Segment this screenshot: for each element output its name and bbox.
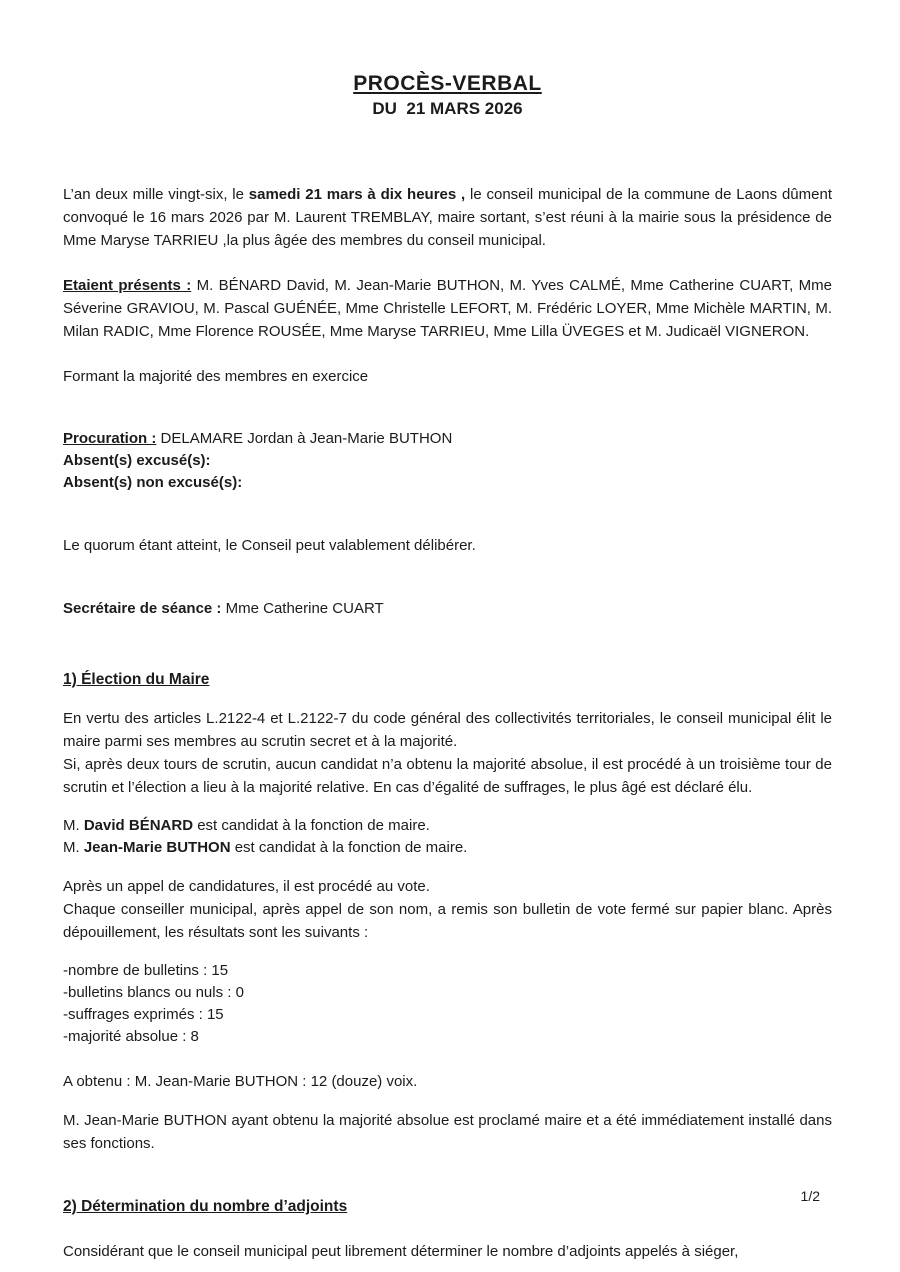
presents-list: M. BÉNARD David, M. Jean-Marie BUTHON, M. Yves CALMÉ, Mme Catherine CUART, Mme Séverine GRAVIOU, M. Pascal GUÉNÉE, Mme Christelle LEFORT, M. Frédéric LOYER, Mme Michèle MARTIN, M. Milan RADIC, Mme Florence ROUSÉE, Mme Maryse TARRIEU, Mme Lilla ÜVEGES et M. Judicaël VIGNERON. — [63, 277, 832, 340]
section-2-paragraph: Considérant que le conseil municipal peut librement déterminer le nombre d’adjoints appelés à siéger, — [63, 1243, 739, 1260]
candidate-2-name: Jean-Marie BUTHON — [83, 839, 231, 856]
absent-not-excused-line: Absent(s) non excusé(s): — [63, 474, 243, 491]
candidate-2-prefix: M. — [63, 839, 84, 856]
candidate-line-2 — [63, 837, 832, 859]
majority-line: Formant la majorité des membres en exercice — [63, 368, 369, 385]
intro-run-2: le conseil municipal de la commune de Laons dûment convoqué le 16 mars 2026 par M. Laurent TREMBLAY, maire sortant, s’est réuni à la mairie sous la présidence de Mme Maryse TARRIEU ,la plus âgée des membres du conseil municipal. — [63, 186, 832, 249]
candidate-1-prefix: M. — [63, 817, 84, 834]
obtained-line: A obtenu : M. Jean-Marie BUTHON : 12 (douze) voix. — [63, 1073, 418, 1090]
vote-result-majorite: -majorité absolue : 8 — [63, 1028, 199, 1045]
candidate-2-suffix: est candidat à la fonction de maire. — [230, 839, 468, 856]
secretary-label: Secrétaire de séance : — [63, 600, 222, 617]
vote-result-blancs: -bulletins blancs ou nuls : 0 — [63, 984, 244, 1001]
quorum-line: Le quorum étant atteint, le Conseil peut valablement délibérer. — [63, 537, 476, 554]
secretary-name: Mme Catherine CUART — [221, 600, 384, 617]
vote-result-exprimes: -suffrages exprimés : 15 — [63, 1006, 224, 1023]
conclusion-paragraph: M. Jean-Marie BUTHON ayant obtenu la majorité absolue est proclamé maire et a été immédiatement installé dans ses fonctions. — [63, 1112, 832, 1152]
section-1-heading: 1) Élection du Maire — [63, 671, 210, 688]
page-number: 1/2 — [800, 1188, 820, 1204]
procuration-line — [63, 428, 832, 450]
vote-procedure-block — [63, 875, 832, 944]
vote-result-bulletins: -nombre de bulletins : 15 — [63, 962, 229, 979]
intro-run-bold-date: samedi 21 mars à dix heures , — [248, 186, 466, 203]
intro-paragraph — [63, 183, 832, 252]
candidates-block — [63, 815, 832, 859]
section-1-legal-paragraph — [63, 707, 832, 799]
candidate-1-suffix: est candidat à la fonction de maire. — [193, 817, 430, 834]
doc-subtitle: DU 21 MARS 2026 — [372, 99, 523, 118]
vote-process-line: Chaque conseiller municipal, après appel de son nom, a remis son bulletin de vote fermé sur papier blanc. Après dépouillement, les résultats sont les suivants : — [63, 901, 832, 941]
candidate-1-name: David BÉNARD — [83, 817, 194, 834]
vote-call-line: Après un appel de candidatures, il est procédé au vote. — [63, 878, 430, 895]
presents-label: Etaient présents : — [63, 277, 192, 294]
attendance-block — [63, 428, 832, 494]
intro-run-1: L’an deux mille vingt-six, le — [63, 186, 249, 203]
doc-header — [63, 72, 832, 119]
absent-excused-line: Absent(s) excusé(s): — [63, 452, 211, 469]
secretary-line — [63, 597, 832, 620]
section-2-heading: 2) Détermination du nombre d’adjoints — [63, 1198, 348, 1215]
legal-text-2: Si, après deux tours de scrutin, aucun candidat n’a obtenu la majorité absolue, il est procédé à un troisième tour de scrutin et l’élection a lieu à la majorité relative. En cas d’égalité de suffrages, le plus âgé est déclaré élu. — [63, 756, 832, 796]
vote-results — [63, 960, 832, 1048]
legal-text-1: En vertu des articles L.2122-4 et L.2122-7 du code général des collectivités territoriales, le conseil municipal élit le maire parmi ses membres au scrutin secret et à la majorité. — [63, 710, 832, 750]
procuration-label: Procuration : — [63, 430, 157, 447]
doc-title: PROCÈS-VERBAL — [353, 72, 542, 95]
presents-paragraph — [63, 274, 832, 343]
candidate-line-1 — [63, 815, 832, 837]
procuration-text: DELAMARE Jordan à Jean-Marie BUTHON — [156, 430, 453, 447]
